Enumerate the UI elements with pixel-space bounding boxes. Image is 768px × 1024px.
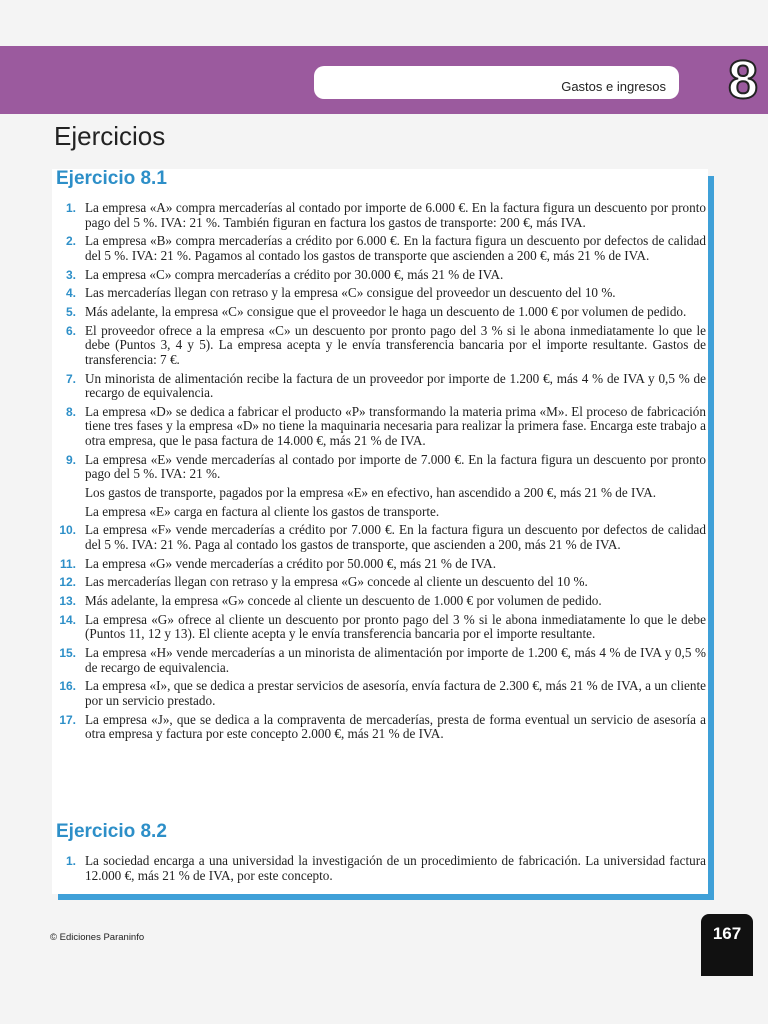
item-text: Más adelante, la empresa «C» consigue que el proveedor le haga un descuento de 1.000 € por volumen de pedido.: [85, 303, 687, 319]
item-number: 5.: [65, 304, 76, 319]
exercise-item: [52, 713, 708, 742]
exercise-item: [52, 594, 708, 609]
item-number: 7.: [65, 371, 76, 386]
exercise-item: [52, 523, 708, 552]
exercise-item: [52, 679, 708, 708]
exercise-item: [52, 234, 708, 263]
item-text: La empresa «D» se dedica a fabricar el producto «P» transformando la materia prima «M». El proceso de fabricación tiene tres fases y la empresa «D» no tiene la maquinaria necesaria para realizar la primera fase. Encarga este trabajo a otra empresa, que le pasa factura de 14.000 €, más 21 % de IVA.: [85, 403, 706, 448]
exercise-item: [52, 854, 708, 883]
item-continuation: Los gastos de transporte, pagados por la empresa «E» en efectivo, han ascendido a 200 €, más 21 % de IVA.: [85, 484, 657, 500]
item-text: La sociedad encarga a una universidad la investigación de un procedimiento de fabricación. La universidad factura 12.000 €, más 21 % de IVA, por este concepto.: [85, 853, 706, 883]
item-text: La empresa «J», que se dedica a la compraventa de mercaderías, presta de forma eventual un servicio de asesoría a otra empresa y factura por este concepto 2.000 €, más 21 % de IVA.: [85, 711, 706, 742]
exercise-item: [52, 286, 708, 301]
item-text: La empresa «C» compra mercaderías a crédito por 30.000 €, más 21 % de IVA.: [85, 266, 504, 282]
item-text: La empresa «I», que se dedica a prestar servicios de asesoría, envía factura de 2.300 €, más 21 % de IVA, a un cliente por un servicio prestado.: [85, 678, 706, 708]
item-number: 4.: [65, 286, 76, 301]
exercise-item: [52, 268, 708, 283]
exercise-item: [52, 372, 708, 401]
item-continuation: La empresa «E» carga en factura al cliente los gastos de transporte.: [85, 503, 440, 519]
item-number: 1.: [65, 854, 76, 868]
exercise-item: [52, 405, 708, 449]
page-number-box: [701, 914, 753, 976]
item-number: 6.: [65, 323, 76, 338]
item-number: 9.: [65, 452, 76, 467]
exercise-8-2-list: [52, 854, 708, 887]
exercise-title-8-1: Ejercicio 8.1: [56, 168, 167, 189]
item-text: El proveedor ofrece a la empresa «C» un descuento por pronto pago del 3 % si le abona inmediatamente lo que le debe (Puntos 3, 4 y 5). La empresa acepta y le envía transferencia bancaria por el importe resultante. Gastos de transferencia: 7 €.: [85, 322, 706, 367]
page-number: 167: [712, 924, 742, 943]
exercise-item: [52, 453, 708, 482]
section-title: Ejercicios: [54, 121, 166, 151]
item-text: La empresa «A» compra mercaderías al contado por importe de 6.000 €. En la factura figura un descuento por pronto pago del 5 %. IVA: 21 %. También figuran en factura los gastos de transporte: 200 €, más IVA.: [85, 200, 706, 230]
item-number: 13.: [59, 593, 76, 608]
item-text: La empresa «H» vende mercaderías a un minorista de alimentación por importe de 1.200 €, más 4 % de IVA y 0,5 % de recargo de equivalencia.: [85, 644, 706, 675]
exercise-item: [52, 305, 708, 320]
item-number: 15.: [59, 645, 76, 660]
item-number: 11.: [59, 556, 76, 571]
item-text: La empresa «G» ofrece al cliente un descuento por pronto pago del 3 % si le abona inmediatamente lo que le debe (Puntos 11, 12 y 13). El cliente acepta y le envía transferencia bancaria por el importe resultante.: [85, 611, 706, 642]
item-number: 10.: [59, 523, 76, 538]
item-number: 8.: [65, 404, 76, 419]
exercise-title-8-2: Ejercicio 8.2: [56, 821, 167, 842]
chapter-label-pill: [314, 66, 679, 99]
exercise-8-1-list: [52, 201, 708, 746]
item-text: La empresa «F» vende mercaderías a crédito por 7.000 €. En la factura figura un descuento por defectos de calidad del 5 %. IVA: 21 %. Paga al contado los gastos de transporte, que ascienden a 200, más 21 % de IVA.: [85, 522, 706, 552]
exercise-item: [52, 557, 708, 572]
footer-copyright: © Ediciones Paraninfo: [50, 932, 145, 943]
item-number: 3.: [65, 267, 76, 282]
item-number: 16.: [59, 679, 76, 694]
item-text: Las mercaderías llegan con retraso y la empresa «C» consigue del proveedor un descuento del 10 %.: [85, 285, 616, 301]
item-text: La empresa «E» vende mercaderías al contado por importe de 7.000 €. En la factura figura un descuento por pronto pago del 5 %. IVA: 21 %.: [85, 451, 706, 482]
chapter-number: 8: [727, 50, 759, 110]
item-text: Las mercaderías llegan con retraso y la empresa «G» concede al cliente un descuento del 10 %.: [85, 574, 588, 590]
item-text: La empresa «G» vende mercaderías a crédito por 50.000 €, más 21 % de IVA.: [85, 555, 496, 571]
exercise-item: [52, 646, 708, 675]
item-number: 17.: [59, 712, 76, 727]
item-text: La empresa «B» compra mercaderías a crédito por 6.000 €. En la factura figura un descuento por defectos de calidad del 5 %. IVA: 21 %. Pagamos al contado los gastos de transporte que ascienden a 200 €, más 21 % de IVA.: [85, 233, 706, 263]
exercise-item: [52, 613, 708, 642]
exercise-item: [52, 575, 708, 590]
item-number: 12.: [59, 575, 76, 590]
exercise-item: [52, 201, 708, 230]
item-text: Un minorista de alimentación recibe la factura de un proveedor por importe de 1.200 €, más 4 % de IVA y 0,5 % de recargo de equivalencia.: [85, 370, 706, 401]
item-number: 2.: [65, 234, 76, 249]
chapter-label: Gastos e ingresos: [561, 79, 666, 94]
item-number: 14.: [59, 612, 76, 627]
item-text: Más adelante, la empresa «G» concede al cliente un descuento de 1.000 € por volumen de pedido.: [85, 592, 602, 608]
exercise-item: [52, 324, 708, 368]
item-number: 1.: [65, 201, 76, 215]
exercise-box: [52, 169, 708, 894]
